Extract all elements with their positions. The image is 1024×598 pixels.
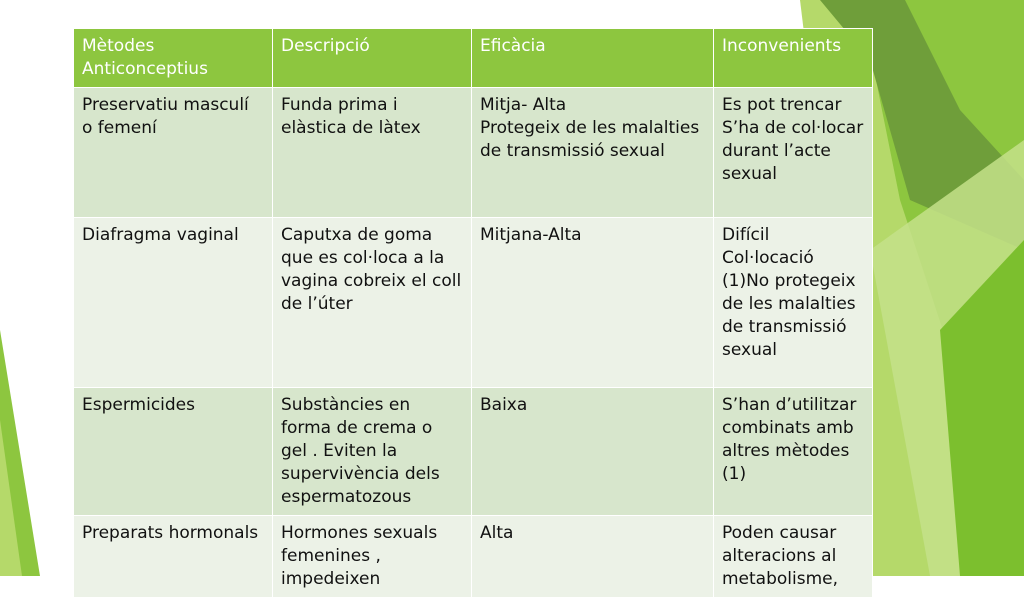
drawback-line: Col·locació [722,248,814,268]
efficacy-line: Protegeix de les malalties de transmissió sexual [480,118,700,161]
cell-efficacy [472,516,714,598]
header-description: Descripció [273,29,472,88]
drawback-line: S’ha de col·locar durant l’acte sexual [722,118,864,184]
cell-description: Funda prima i elàstica de làtex [273,88,472,218]
drawback-line: Difícil [722,225,770,245]
cell-drawbacks [714,88,873,218]
table-row [74,388,873,516]
header-efficacy: Eficàcia [472,29,714,88]
cell-efficacy [472,388,714,516]
efficacy-line: Baixa [480,395,528,415]
cell-efficacy [472,88,714,218]
efficacy-line: Alta [480,523,514,543]
cell-description: Substàncies en forma de crema o gel . Eviten la supervivència dels espermatozous [273,388,472,516]
efficacy-line: Mitjana-Alta [480,225,582,245]
header-drawbacks: Inconvenients [714,29,873,88]
cell-method: Preservatiu masculí o femení [74,88,273,218]
header-methods: Mètodes Anticonceptius [74,29,273,88]
drawback-line: Es pot trencar [722,95,842,115]
cell-description: Caputxa de goma que es col·loca a la vagina cobreix el coll de l’úter [273,218,472,388]
table-row [74,516,873,598]
cell-method: Diafragma vaginal [74,218,273,388]
cell-drawbacks [714,516,873,598]
cell-description: Hormones sexuals femenines , impedeixen [273,516,472,598]
drawback-line: (1)No protegeix de les malalties de transmissió sexual [722,271,856,360]
cell-drawbacks [714,388,873,516]
cell-method: Espermicides [74,388,273,516]
table-row [74,88,873,218]
contraceptive-methods-table [73,28,873,598]
table-row [74,218,873,388]
table-header-row [74,29,873,88]
cell-drawbacks [714,218,873,388]
cell-efficacy [472,218,714,388]
cell-method: Preparats hormonals [74,516,273,598]
efficacy-line: Mitja- Alta [480,95,567,115]
drawback-line: S’han d’utilitzar combinats amb altres mètodes (1) [722,395,857,484]
drawback-line: Poden causar alteracions al metabolisme, [722,523,839,589]
